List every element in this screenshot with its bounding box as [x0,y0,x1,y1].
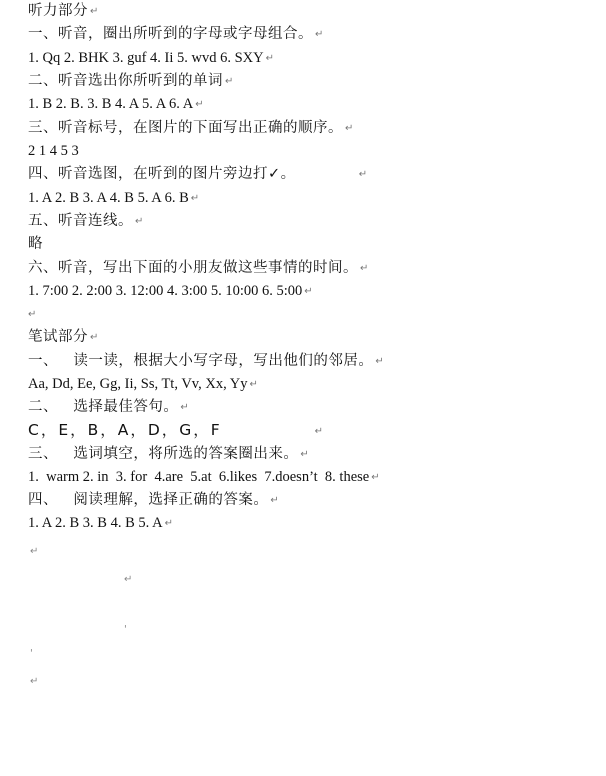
question-3-title [28,117,354,139]
question-1-answer [28,47,274,69]
question-5-title-text: 五、听音连线。 [28,213,133,229]
writing-2-answer-text: C，E，B，A，D，G，F [28,421,222,439]
paragraph-mark-icon: ' [124,624,127,635]
question-1-title [28,23,324,45]
writing-1-title [28,350,384,372]
question-6-title-text: 六、听音，写出下面的小朋友做这些事情的时间。 [28,260,358,276]
paragraph-mark-icon: ' [30,648,33,659]
paragraph-mark-icon: ↵ [315,29,324,40]
paragraph-mark-icon: ↵ [180,402,190,413]
question-2-answer-text: 1. B 2. B. 3. B 4. A 5. A 6. A [28,96,194,112]
question-4-answer [28,187,199,209]
paragraph-mark-icon: ↵ [345,123,354,134]
paragraph-mark-icon: ↵ [304,286,313,297]
question-3-answer [28,140,79,162]
question-3-title-text: 三、听音标号，在图片的下面写出正确的顺序。 [28,120,343,136]
question-2-title-text: 二、听音选出你所听到的单词 [28,73,223,89]
paragraph-mark-icon: ↵ [30,676,39,687]
paragraph-mark-icon: ↵ [30,546,39,557]
writing-title-text: 笔试部分 [28,329,88,345]
writing-section-title [28,326,99,348]
writing-4-title-text: 四、 阅读理解，选择正确的答案。 [28,492,269,508]
paragraph-mark-icon: ↵ [90,6,99,17]
writing-4-answer [28,512,173,534]
writing-2-title-text: 二、 选择最佳答句。 [28,399,179,415]
writing-1-title-text: 一、 读一读，根据大小写字母，写出他们的邻居。 [28,353,374,369]
question-4-title-end: 。 [280,166,296,182]
paragraph-mark-icon: ↵ [358,169,368,180]
writing-3-title-text: 三、 选词填空，将所选的答案圈出来。 [28,446,299,462]
paragraph-mark-icon: ↵ [314,426,326,437]
question-1-title-text: 一、听音，圈出所听到的字母或字母组合。 [28,26,313,42]
writing-1-answer-text: Aa, Dd, Ee, Gg, Ii, Ss, Tt, Vv, Xx, Yy [28,376,248,392]
writing-3-title [28,443,309,465]
paragraph-mark-icon: ↵ [28,309,37,320]
paragraph-mark-icon: ↵ [190,193,200,204]
paragraph-mark-icon: ↵ [265,53,275,64]
question-4-answer-text: 1. A 2. B 3. A 4. B 5. A 6. B [28,190,189,206]
question-5-answer-text: 略 [28,236,43,252]
writing-4-answer-text: 1. A 2. B 3. B 4. B 5. A [28,515,163,531]
paragraph-mark-icon: ↵ [249,379,258,390]
paragraph-mark-icon: ↵ [90,332,99,343]
paragraph-mark-icon: ↵ [371,472,380,483]
question-6-answer [28,280,313,302]
question-5-answer [28,233,43,255]
paragraph-mark-icon: ↵ [375,356,385,367]
paragraph-mark-icon: ↵ [360,263,369,274]
paragraph-mark-icon: ↵ [124,574,133,585]
writing-4-title [28,489,279,511]
paragraph-mark-icon: ↵ [225,76,234,87]
empty-line [28,303,37,325]
listening-title-text: 听力部分 [28,3,88,19]
paragraph-mark-icon: ↵ [270,495,280,506]
question-2-title [28,70,234,92]
question-6-title [28,257,369,279]
question-1-answer-text: 1. Qq 2. BHK 3. guf 4. Ii 5. wvd 6. SXY [28,50,264,66]
writing-2-title [28,396,189,418]
paragraph-mark-icon: ↵ [135,216,144,227]
paragraph-mark-icon: ↵ [195,99,204,110]
question-2-answer [28,93,204,115]
paragraph-mark-icon: ↵ [300,449,310,460]
checkmark-icon: ✓ [268,166,281,182]
writing-2-answer [28,419,325,441]
writing-3-answer-text: 1. warm 2. in 3. for 4.are 5.at 6.likes 7.doesn’t 8. these [28,469,370,485]
question-4-title-text: 四、听音选图，在听到的图片旁边打 [28,166,268,182]
listening-section-title [28,0,99,22]
writing-3-answer [28,466,380,488]
paragraph-mark-icon: ↵ [164,518,173,529]
question-5-title [28,210,144,232]
question-4-title [28,163,368,185]
question-3-answer-text: 2 1 4 5 3 [28,143,79,159]
question-6-answer-text: 1. 7:00 2. 2:00 3. 12:00 4. 3:00 5. 10:00 6. 5:00 [28,283,303,299]
writing-1-answer [28,373,258,395]
